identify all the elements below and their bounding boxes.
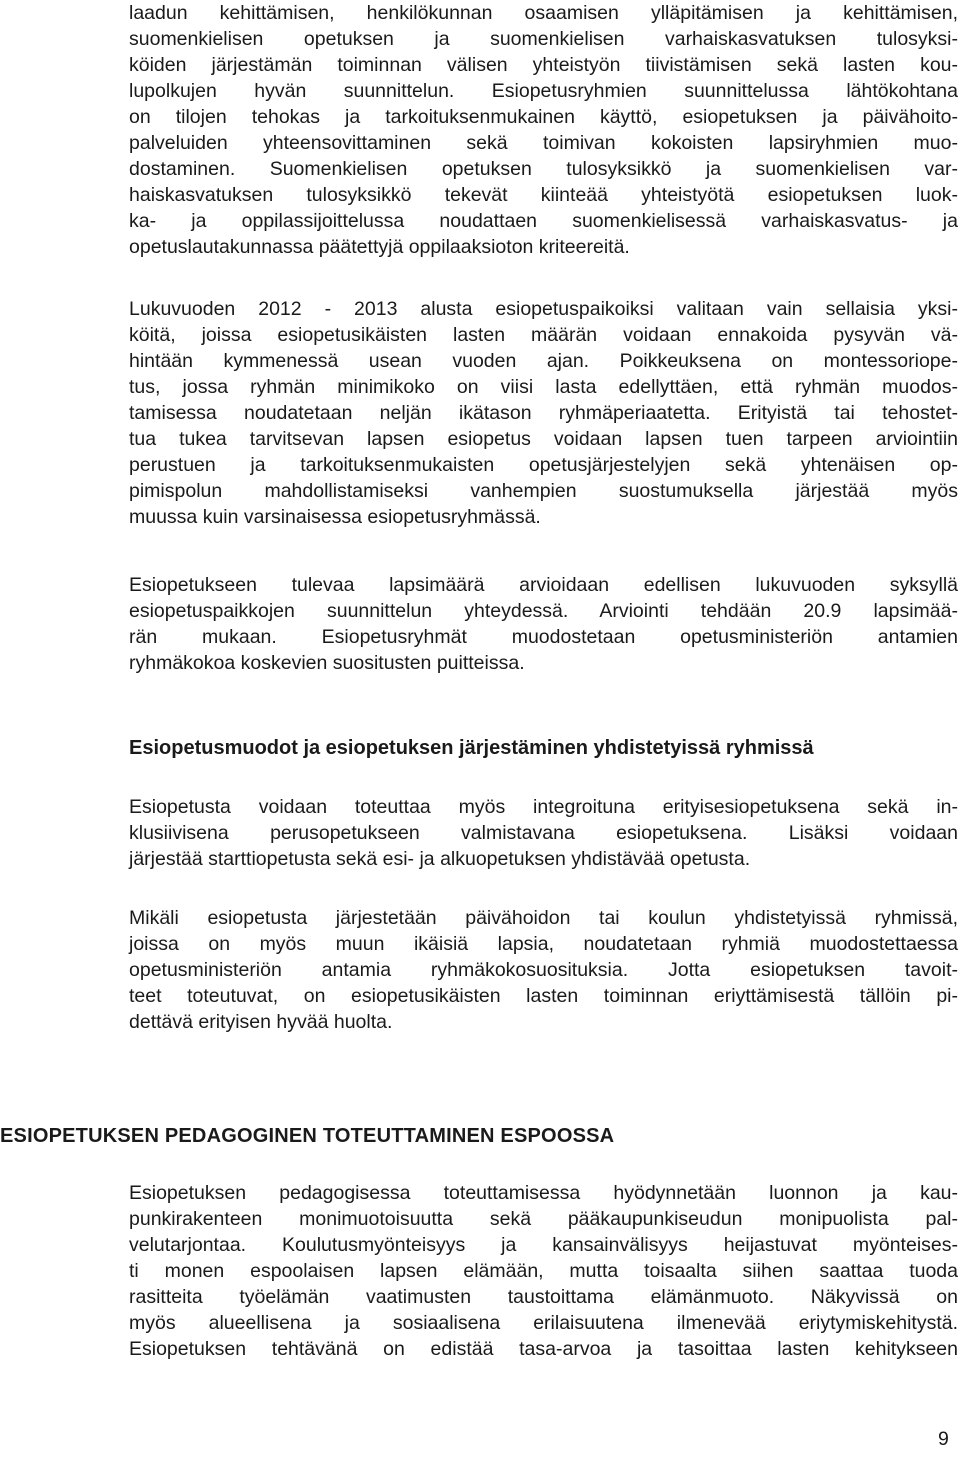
text-line: köitä, joissa esiopetusikäisten lasten määrän voidaan ennakoida pysyvän vä-: [129, 324, 958, 346]
text-line: Esiopetuksen tehtävänä on edistää tasa-arvoa ja tasoittaa lasten kehitykseen: [129, 1338, 958, 1360]
text-line: ryhmäkokoa koskevien suositusten puitteissa.: [129, 652, 525, 674]
text-line: haiskasvatuksen tulosyksikkö tekevät kiinteää yhteistyötä esiopetuksen luok-: [129, 184, 958, 206]
text-line: teet toteutuvat, on esiopetusikäisten lasten toiminnan eriyttämisestä tällöin pi-: [129, 985, 958, 1007]
text-line: tamisessa noudatetaan neljän ikätason ryhmäperiaatetta. Erityistä tai tehostet-: [129, 402, 958, 424]
text-line: rän mukaan. Esiopetusryhmät muodostetaan opetusministeriön antamien: [129, 626, 958, 648]
text-line: lupolkujen hyvän suunnittelun. Esiopetusryhmien suunnittelussa lähtökohtana: [129, 80, 958, 102]
text-line: köiden järjestämän toiminnan välisen yhteistyön tiivistämisen sekä lasten kou-: [129, 54, 958, 76]
text-line: hintään kymmenessä usean vuoden ajan. Poikkeuksena on montessoriope-: [129, 350, 958, 372]
text-line: tus, jossa ryhmän minimikoko on viisi lasta edellyttäen, että ryhmän muodos-: [129, 376, 958, 398]
section-heading: Esiopetusmuodot ja esiopetuksen järjestäminen yhdistetyissä ryhmissä: [129, 737, 814, 759]
text-line: Esiopetukseen tulevaa lapsimäärä arvioidaan edellisen lukuvuoden syksyllä: [129, 574, 958, 596]
text-line: dettävä erityisen hyvää huolta.: [129, 1011, 393, 1033]
text-line: joissa on myös muun ikäisiä lapsia, noudatetaan ryhmiä muodostettaessa: [129, 933, 958, 955]
text-line: Lukuvuoden 2012 - 2013 alusta esiopetuspaikoiksi valitaan vain sellaisia yksi-: [129, 298, 958, 320]
text-line: velutarjontaa. Koulutusmyönteisyys ja kansainvälisyys heijastuvat myönteises-: [129, 1234, 958, 1256]
text-line: ti monen espoolaisen lapsen elämään, mutta toisaalta siihen saattaa tuoda: [129, 1260, 958, 1282]
text-line: pimispolun mahdollistamiseksi vanhempien suostumuksella järjestää myös: [129, 480, 958, 502]
text-line: klusiivisena perusopetukseen valmistavana esiopetuksena. Lisäksi voidaan: [129, 822, 958, 844]
chapter-heading: ESIOPETUKSEN PEDAGOGINEN TOTEUTTAMINEN ESPOOSSA: [0, 1125, 615, 1147]
text-line: punkirakenteen monimuotoisuutta sekä pääkaupunkiseudun monipuolista pal-: [129, 1208, 958, 1230]
text-line: palveluiden yhteensovittaminen sekä toimivan kokoisten lapsiryhmien muo-: [129, 132, 958, 154]
text-line: opetusministeriön antamia ryhmäkokosuosituksia. Jotta esiopetuksen tavoit-: [129, 959, 958, 981]
text-line: laadun kehittämisen, henkilökunnan osaamisen ylläpitämisen ja kehittämisen,: [129, 2, 958, 24]
text-line: muussa kuin varsinaisessa esiopetusryhmässä.: [129, 506, 541, 528]
text-line: rasitteita työelämän vaatimusten taustoittama elämänmuoto. Näkyvissä on: [129, 1286, 958, 1308]
text-line: on tilojen tehokas ja tarkoituksenmukainen käyttö, esiopetuksen ja päivähoito-: [129, 106, 958, 128]
text-line: opetuslautakunnassa päätettyjä oppilaaksioton kriteereitä.: [129, 236, 630, 258]
text-line: myös alueellisena ja sosiaalisena erilaisuutena ilmenevää eriytymiskehitystä.: [129, 1312, 958, 1334]
page-number: 9: [938, 1428, 949, 1450]
text-line: Mikäli esiopetusta järjestetään päivähoidon tai koulun yhdistetyissä ryhmissä,: [129, 907, 958, 929]
text-line: Esiopetusta voidaan toteuttaa myös integroituna erityisesiopetuksena sekä in-: [129, 796, 958, 818]
text-line: ka- ja oppilassijoittelussa noudattaen suomenkielisessä varhaiskasvatus- ja: [129, 210, 958, 232]
text-line: järjestää starttiopetusta sekä esi- ja alkuopetuksen yhdistävää opetusta.: [129, 848, 751, 870]
text-line: perustuen ja tarkoituksenmukaisten opetusjärjestelyjen sekä yhtenäisen op-: [129, 454, 958, 476]
text-line: Esiopetuksen pedagogisessa toteuttamisessa hyödynnetään luonnon ja kau-: [129, 1182, 958, 1204]
text-line: suomenkielisen opetuksen ja suomenkielisen varhaiskasvatuksen tulosyksi-: [129, 28, 958, 50]
text-line: dostaminen. Suomenkielisen opetuksen tulosyksikkö ja suomenkielisen var-: [129, 158, 958, 180]
text-line: esiopetuspaikkojen suunnittelun yhteydessä. Arviointi tehdään 20.9 lapsimää-: [129, 600, 958, 622]
text-line: tua tukea tarvitsevan lapsen esiopetus voidaan lapsen tuen tarpeen arviointiin: [129, 428, 958, 450]
